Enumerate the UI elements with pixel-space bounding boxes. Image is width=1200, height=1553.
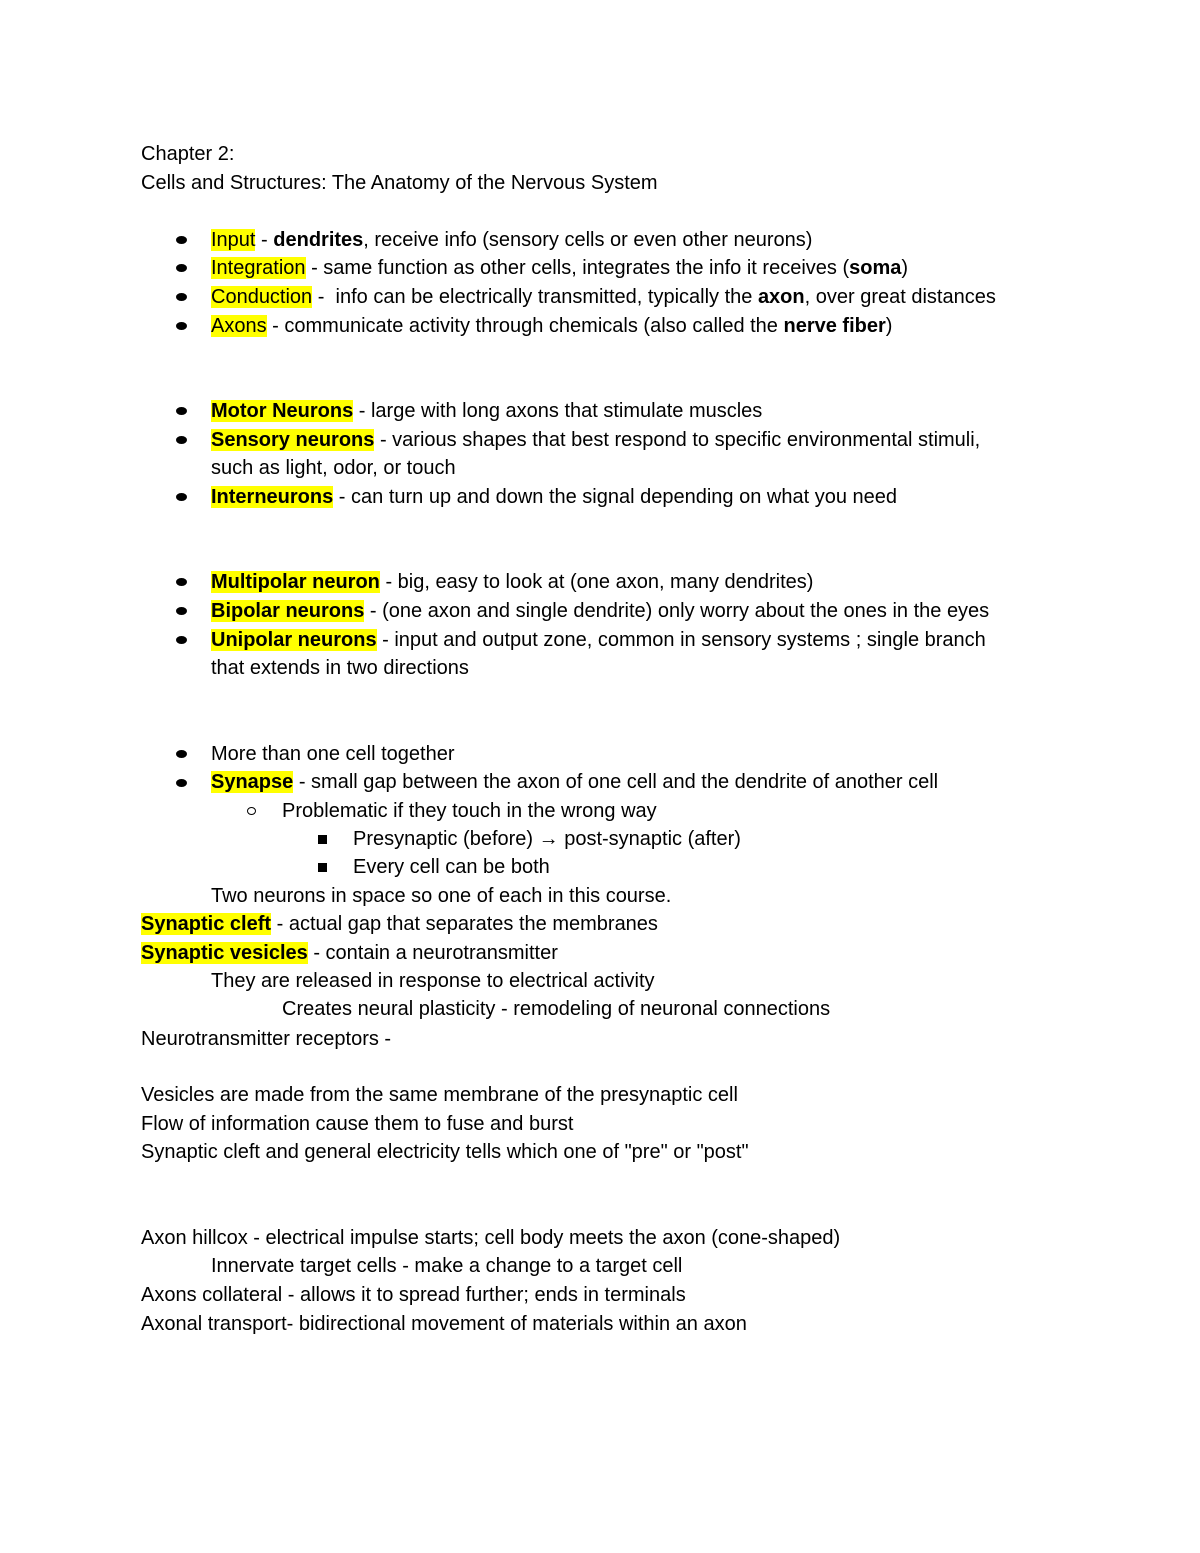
sub-sub-list-item-presynaptic: Presynaptic (before) → post-synaptic (after) <box>353 828 741 850</box>
square-bullet-icon <box>318 863 327 872</box>
note-plasticity: Creates neural plasticity - remodeling of neuronal connections <box>282 998 831 1020</box>
list-item-input: Input - dendrites, receive info (sensory cells or even other neurons) <box>211 229 813 251</box>
list-item-conduction: Conduction - info can be electrically transmitted, typically the axon, over great distances <box>211 286 996 308</box>
bullet-icon <box>176 636 187 644</box>
list-item-more-cells: More than one cell together <box>211 743 455 765</box>
note-flow-information: Flow of information cause them to fuse and burst <box>141 1113 574 1135</box>
list-item-synapse: Synapse - small gap between the axon of one cell and the dendrite of another cell <box>211 771 939 793</box>
bullet-icon <box>176 264 187 272</box>
list-item-sensory-neurons: Sensory neurons - various shapes that best respond to specific environmental stimuli, <box>211 429 981 451</box>
list-item-interneurons: Interneurons - can turn up and down the signal depending on what you need <box>211 486 897 508</box>
bullet-icon <box>176 607 187 615</box>
note-synaptic-cleft: Synaptic cleft - actual gap that separates the membranes <box>141 913 658 935</box>
list-item-unipolar-continued: that extends in two directions <box>211 657 469 679</box>
list-item-unipolar: Unipolar neurons - input and output zone, common in sensory systems ; single branch <box>211 629 986 651</box>
note-synaptic-vesicles: Synaptic vesicles - contain a neurotransmitter <box>141 942 558 964</box>
square-bullet-icon <box>318 835 327 844</box>
sub-sub-list-item-both: Every cell can be both <box>353 856 550 878</box>
list-item-bipolar: Bipolar neurons - (one axon and single dendrite) only worry about the ones in the eyes <box>211 600 990 622</box>
note-vesicles-membrane: Vesicles are made from the same membrane of the presynaptic cell <box>141 1084 738 1106</box>
note-pre-post: Synaptic cleft and general electricity tells which one of "pre" or "post" <box>141 1141 749 1163</box>
note-axon-collateral: Axons collateral - allows it to spread further; ends in terminals <box>141 1284 686 1306</box>
bullet-icon <box>176 578 187 586</box>
list-item-axons: Axons - communicate activity through chemicals (also called the nerve fiber) <box>211 315 893 337</box>
note-axonal-transport: Axonal transport- bidirectional movement of materials within an axon <box>141 1313 747 1335</box>
bullet-icon <box>176 493 187 501</box>
bullet-icon <box>176 322 187 330</box>
bullet-icon <box>176 407 187 415</box>
note-receptors: Neurotransmitter receptors - <box>141 1028 392 1050</box>
hollow-bullet-icon <box>247 807 256 815</box>
list-item-integration: Integration - same function as other cells, integrates the info it receives (soma) <box>211 257 909 279</box>
list-item-motor-neurons: Motor Neurons - large with long axons that stimulate muscles <box>211 400 763 422</box>
sub-list-item-problematic: Problematic if they touch in the wrong way <box>282 800 657 822</box>
bullet-icon <box>176 236 187 244</box>
chapter-label: Chapter 2: <box>141 143 235 165</box>
bullet-icon <box>176 293 187 301</box>
note-two-neurons: Two neurons in space so one of each in this course. <box>211 885 672 907</box>
list-item-sensory-neurons-continued: such as light, odor, or touch <box>211 457 456 479</box>
chapter-title: Cells and Structures: The Anatomy of the Nervous System <box>141 172 658 194</box>
note-axon-hillcox: Axon hillcox - electrical impulse starts; cell body meets the axon (cone-shaped) <box>141 1227 841 1249</box>
bullet-icon <box>176 750 187 758</box>
note-released: They are released in response to electrical activity <box>211 970 655 992</box>
note-innervate: Innervate target cells - make a change to a target cell <box>211 1255 683 1277</box>
bullet-icon <box>176 779 187 787</box>
list-item-multipolar: Multipolar neuron - big, easy to look at (one axon, many dendrites) <box>211 571 814 593</box>
bullet-icon <box>176 436 187 444</box>
